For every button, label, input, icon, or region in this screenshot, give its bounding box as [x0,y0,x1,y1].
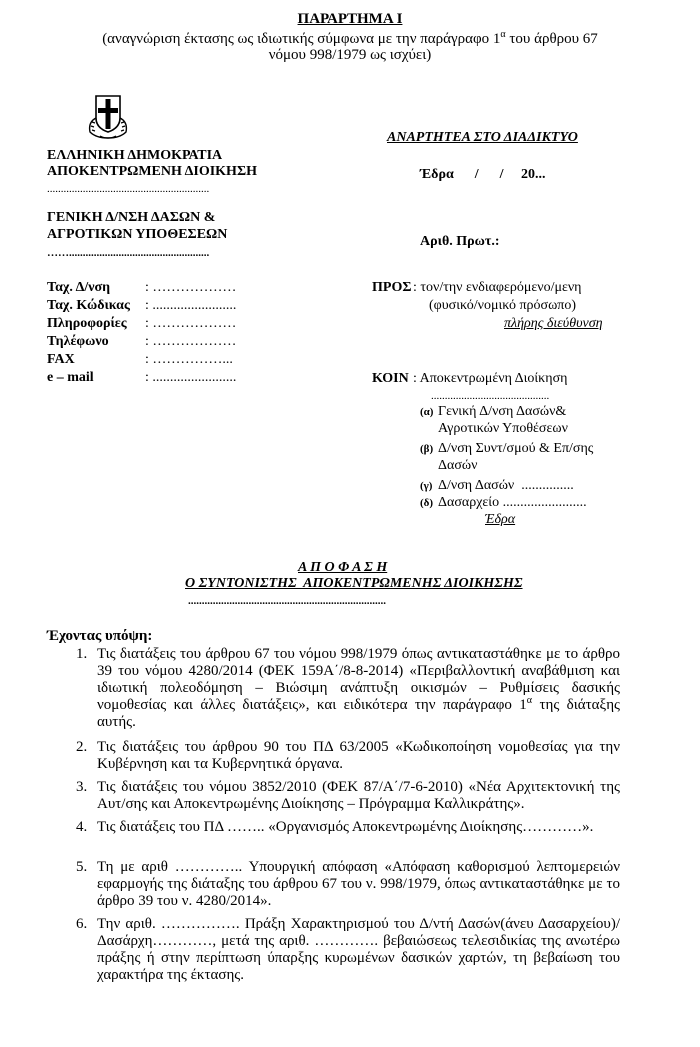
annex-subtitle-line-2: νόμου 998/1979 ως ισχύει) [268,47,432,63]
cc-item-line: Δασαρχείο ........................ [438,495,587,510]
list-item-text: Την αριθ. ……………. Πράξη Χαρακτηρισμού του Δ/ντή Δασών(άνευ Δασαρχείου)/Δασάρχη…………, μετά της αριθ. …………. βεβαιώσεως τελεσιδικίας της ανωτέρω πράξης ή στην περίπτωση ύπαρξης κυρωμένων δασικών χαρτών, τη βεβαίωση του χαρακτήρα της έκτασης. [97,916,620,983]
cc-item-line: Αγροτικών Υποθέσεων [438,421,568,436]
cc-item-marker: (δ) [420,497,434,509]
cc-label: ΚΟΙΝ [372,371,409,386]
administration-name: ΑΠΟΚΕΝΤΡΩΜΕΝΗ ΔΙΟΙΚΗΣΗ [47,164,257,179]
cc-item-line: Γενική Δ/νση Δασών& [438,404,567,419]
contact-label: Ταχ. Κώδικας [47,298,130,313]
decision-authority: Ο ΣΥΝΤΟΝΙΣΤΗΣ ΑΠΟΚΕΝΤΡΩΜΕΝΗΣ ΔΙΟΙΚΗΣΗΣ [185,576,523,591]
protocol-number-label: Αριθ. Πρωτ.: [420,234,500,249]
list-item-number: 1. [76,646,88,662]
list-item-number: 4. [76,819,88,835]
directorate-line-1: ΓΕΝΙΚΗ Δ/ΝΣΗ ΔΑΣΩΝ & [47,210,216,225]
cc-dots: ........................................... [431,390,550,402]
list-item-number: 2. [76,739,88,755]
considering-heading: Έχοντας υπόψη: [47,628,153,644]
contact-value: : ……………… [145,334,237,349]
contact-label: Πληροφορίες [47,316,127,331]
contact-value: : ........................ [145,370,237,385]
list-item-text-part: της διάταξης αυτής. [97,697,620,730]
contact-label: Τηλέφωνο [47,334,109,349]
list-item-text: Τις διατάξεις του νόμου 3852/2010 (ΦΕΚ 87/Α΄/7-6-2010) «Νέα Αρχιτεκτονική της Αυτ/σης και Αποκεντρωμένης Διοίκησης – Πρόγραμμα Καλλικράτης». [97,779,620,812]
contact-label: Ταχ. Δ/νση [47,280,111,295]
to-recipient-line: : τον/την ενδιαφερόμενο/μενη [413,280,582,295]
list-item-text [97,646,620,731]
list-item-text: Τις διατάξεις του ΠΔ …….. «Οργανισμός Αποκεντρωμένης Διοίκησης…………». [97,819,594,835]
contact-value: : ........................ [145,298,237,313]
cc-item-marker: (β) [420,443,434,455]
contact-value: : ……………... [145,352,233,367]
decision-title: Α Π Ο Φ Α Σ Η [298,560,388,575]
cc-item-line: Δ/νση Δασών ............... [438,478,574,493]
contact-value: : ……………… [145,280,237,295]
to-label: ΠΡΟΣ [372,280,412,295]
cc-recipient-line: : Αποκεντρωμένη Διοίκηση [413,371,568,386]
list-item-number: 3. [76,779,88,795]
annex-subtitle-superscript: α [500,29,506,40]
decision-authority-dots: ........................................................................ [188,595,386,607]
list-item-text-part: Τις διατάξεις του άρθρου 67 του νόμου 998/1979 όπως αντικαταστάθηκε με το άρθρο 39 του νόμου 4280/2014 (ΦΕΚ 159Α΄/8-8-2014) «Περιβαλλοντική αναβάθμιση και ιδιωτική πολεοδόμηση – Βιώσιμη ανάπτυξη οικισμών – Ρυθμίσεις δασικής νομοθεσίας και άλλες διατάξεις», και ειδικότερα την παράγραφο 1 [97,646,620,713]
cc-item-line: Δ/νση Συντ/σμού & Επ/σης [438,441,594,456]
cc-seat: Έδρα [485,512,516,527]
contact-label: e – mail [47,370,94,385]
contact-value: : ……………… [145,316,237,331]
cc-item-marker: (γ) [420,480,433,492]
annex-subtitle-line-1 [0,29,700,48]
list-item-text: Τη με αριθ ………….. Υπουργική απόφαση «Απόφαση καθορισμού λεπτομερειών εφαρμογής της διάταξης του άρθρου 67 του ν. 998/1979, όπως αντικαταστάθηκε με το άρθρο 39 του ν. 4280/2014». [97,859,620,909]
list-item-superscript: α [526,695,533,706]
cc-item-line: Δασών [438,458,478,473]
cc-item-marker: (α) [420,406,434,418]
annex-title: ΠΑΡΑΡΤΗΜΑ Ι [297,11,403,27]
list-item-number: 6. [76,916,88,932]
to-person-type: (φυσικό/νομικό πρόσωπο) [429,298,577,313]
to-full-address: πλήρης διεύθυνση [504,316,603,331]
administration-dots: ........................................................... [47,183,210,195]
list-item-number: 5. [76,859,88,875]
seat-date: Έδρα / / 20... [420,167,546,182]
directorate-line-2: ΑΓΡΟΤΙΚΩΝ ΥΠΟΘΕΣΕΩΝ [47,227,228,242]
greek-coat-of-arms-icon [86,92,130,140]
list-item-text: Τις διατάξεις του άρθρου 90 του ΠΔ 63/2005 «Κωδικοποίηση νομοθεσίας για την Κυβέρνηση και τα Κυβερνητικά όργανα. [97,739,620,772]
directorate-dots: ……................................................... [47,247,210,259]
annex-subtitle-part-1: (αναγνώριση έκτασης ως ιδιωτικής σύμφωνα με την παράγραφο 1 [102,31,501,47]
republic-name: ΕΛΛΗΝΙΚΗ ΔΗΜΟΚΡΑΤΙΑ [47,148,223,163]
contact-label: FAX [47,352,75,367]
post-online-notice: ΑΝΑΡΤΗΤΕΑ ΣΤΟ ΔΙΑΔΙΚΤΥΟ [387,130,578,145]
annex-subtitle-part-2: του άρθρου 67 [505,31,598,47]
